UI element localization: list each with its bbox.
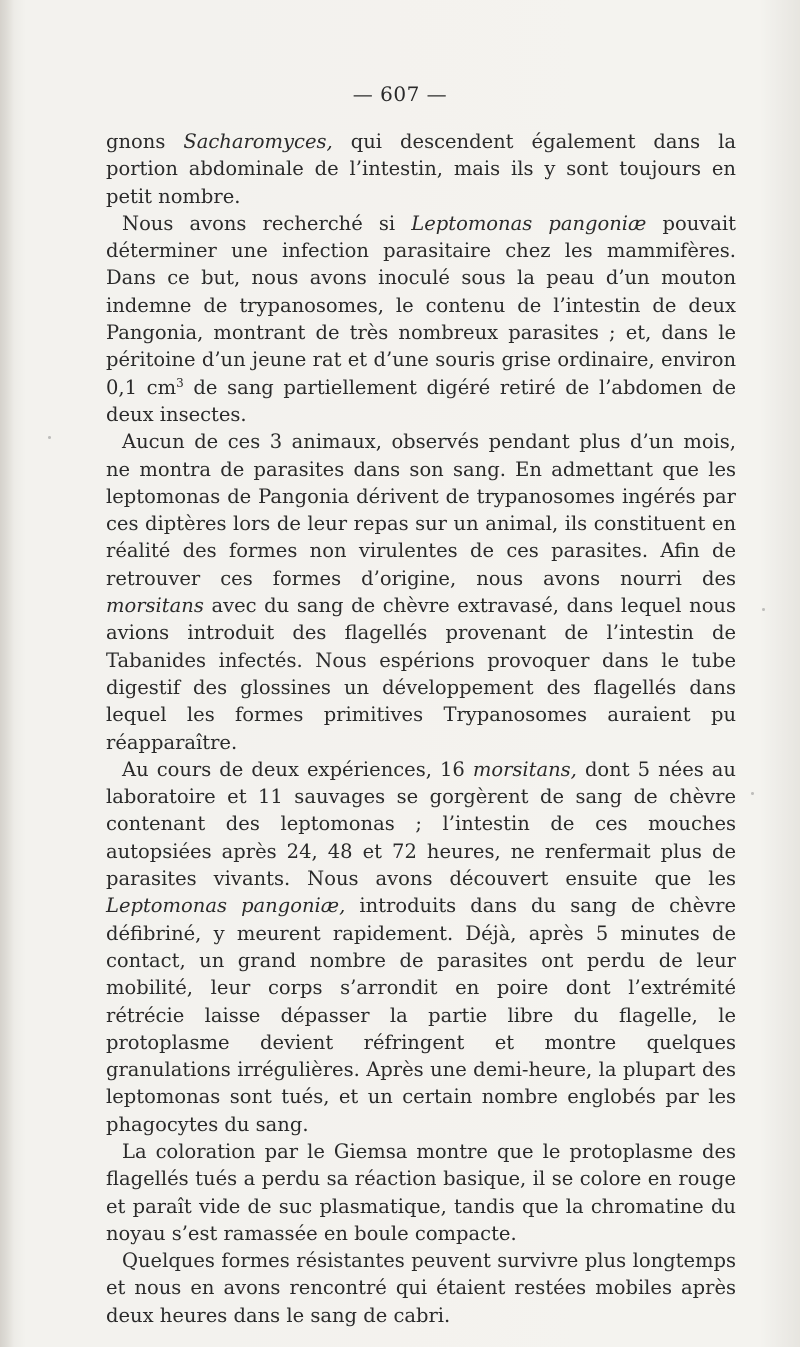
paragraph-2-seg-5: de sang partiellement digéré retiré de l’abdomen de deux insectes.	[106, 375, 736, 426]
paragraph-3-seg-3: avec du sang de chèvre extravasé, dans lequel nous avions introduit des flagellés provenant de l’intestin de Tabanides infectés. Nous espérions provoquer dans le tube digestif des glossines un développement des flagellés dans lequel les formes primitives Trypanosomes auraient pu réapparaître.	[106, 594, 736, 754]
paragraph-3-seg-2-italic: morsitans	[106, 594, 204, 618]
page-number: — 607 —	[352, 82, 448, 106]
body-text	[106, 128, 736, 1329]
paper-speck	[751, 792, 754, 795]
paragraph-2	[106, 210, 736, 428]
paragraph-1	[106, 128, 736, 210]
page-gutter-shadow	[0, 0, 14, 1347]
paragraph-2-seg-1: Nous avons recherché si	[122, 211, 412, 235]
paragraph-5-seg-1: La coloration par le Giemsa montre que le protoplasme des flagellés tués a perdu sa réaction basique, il se colore en rouge et paraît vide de suc plasmatique, tandis que la chromatine du noyau s’est ramassée en boule compacte.	[106, 1139, 736, 1245]
paragraph-4	[106, 756, 736, 1138]
paragraph-6-seg-1: Quelques formes résistantes peuvent survivre plus longtemps et nous en avons rencontré qui étaient restées mobiles après deux heures dans le sang de cabri.	[106, 1249, 736, 1327]
paragraph-3-seg-1: Aucun de ces 3 animaux, observés pendant plus d’un mois, ne montra de parasites dans son sang. En admettant que les leptomonas de Pangonia dérivent de trypanosomes ingérés par ces diptères lors de leur repas sur un animal, ils constituent en réalité des formes non virulentes de ces parasites. Afin de retrouver ces formes d’origine, nous avons nourri des	[106, 430, 736, 590]
paragraph-1-seg-2-italic: Sacharomyces,	[183, 130, 333, 153]
paragraph-1-seg-3: qui descendent également dans la portion abdominale de l’intestin, mais ils y sont toujours en petit nombre.	[106, 130, 736, 208]
paragraph-2-seg-2-italic: Leptomonas pangoniæ	[411, 211, 647, 235]
paragraph-4-seg-5: introduits dans du sang de chèvre défibriné, y meurent rapidement. Déjà, après 5 minutes de contact, un grand nombre de parasites ont perdu de leur mobilité, leur corps s’arrondit en poire dont l’extrémité rétrécie laisse dépasser la partie libre du flagelle, le protoplasme devient réfringent et montre quelques granulations irrégulières. Après une demi-heure, la plupart des leptomonas sont tués, et un certain nombre englobés par les phagocytes du sang.	[106, 894, 736, 1136]
paragraph-6	[106, 1247, 736, 1329]
paragraph-4-seg-3: dont 5 nées au laboratoire et 11 sauvages se gorgèrent de sang de chèvre contenant des leptomonas ; l’intestin de ces mouches autopsiées après 24, 48 et 72 heures, ne renfermait plus de parasites vivants. Nous avons découvert ensuite que les	[106, 757, 736, 891]
paper-speck	[48, 436, 51, 439]
paragraph-3	[106, 428, 736, 756]
paragraph-5	[106, 1138, 736, 1247]
paragraph-2-seg-3: pouvait déterminer une infection parasitaire chez les mammifères. Dans ce but, nous avons inoculé sous la peau d’un mouton indemne de trypanosomes, le contenu de l’intestin de deux Pangonia, montrant de très nombreux parasites ; et, dans le péritoine d’un jeune rat et d’une souris grise ordinaire, environ 0,1 cm	[106, 211, 736, 399]
paper-speck	[762, 608, 765, 611]
paragraph-4-seg-1: Au cours de deux expériences, 16	[122, 757, 473, 781]
paragraph-4-seg-4-italic: Leptomonas pangoniæ,	[106, 894, 346, 918]
paragraph-4-seg-2-italic: morsitans,	[472, 757, 577, 781]
paragraph-2-superscript: 3	[176, 375, 184, 390]
paragraph-1-seg-1: gnons	[106, 130, 184, 153]
